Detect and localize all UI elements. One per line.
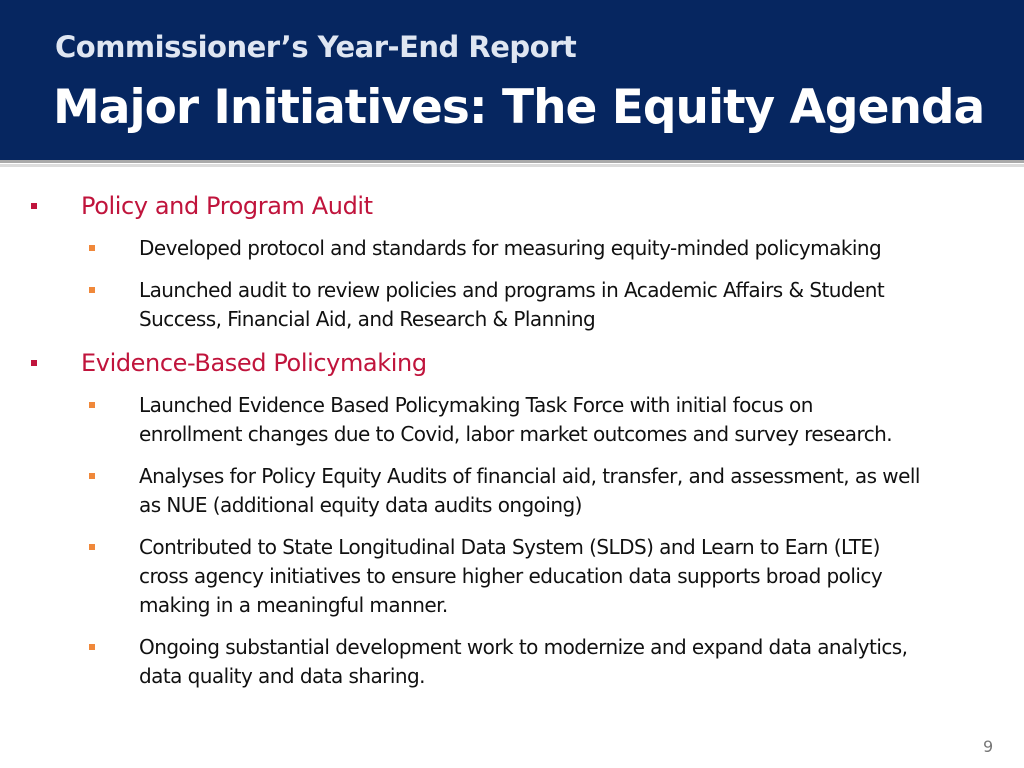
- list-item-text: making in a meaningful manner.: [139, 593, 448, 617]
- square-bullet-icon: [89, 245, 95, 251]
- slide-subtitle: Commissioner’s Year-End Report: [55, 30, 577, 64]
- list-item: [0, 533, 999, 620]
- square-bullet-icon: [89, 473, 95, 479]
- square-bullet-icon: [89, 644, 95, 650]
- header-divider-light: [0, 164, 1024, 167]
- slide-content: [0, 190, 1024, 704]
- square-bullet-icon: [89, 287, 95, 293]
- list-item-text: Ongoing substantial development work to modernize and expand data analytics,: [139, 635, 908, 659]
- section-heading: [0, 190, 1024, 222]
- list-item-text: Developed protocol and standards for measuring equity-minded policymaking: [139, 236, 882, 260]
- list-item: [0, 391, 999, 449]
- square-bullet-icon: [31, 203, 37, 209]
- section-heading-text: Evidence-Based Policymaking: [81, 349, 427, 377]
- page-number: 9: [983, 737, 994, 756]
- slide-title: Major Initiatives: The Equity Agenda: [53, 80, 985, 135]
- list-item-text: enrollment changes due to Covid, labor market outcomes and survey research.: [139, 422, 893, 446]
- list-item: [0, 276, 999, 334]
- list-item-text: Launched Evidence Based Policymaking Task Force with initial focus on: [139, 393, 813, 417]
- header-divider: [0, 160, 1024, 163]
- list-item-text: cross agency initiatives to ensure higher education data supports broad policy: [139, 564, 883, 588]
- square-bullet-icon: [89, 544, 95, 550]
- list-item-text: Launched audit to review policies and programs in Academic Affairs & Student: [139, 278, 885, 302]
- list-item: [0, 633, 999, 691]
- list-item-text: Contributed to State Longitudinal Data System (SLDS) and Learn to Earn (LTE): [139, 535, 880, 559]
- list-item-text: as NUE (additional equity data audits ongoing): [139, 493, 582, 517]
- list-item-text: data quality and data sharing.: [139, 664, 425, 688]
- square-bullet-icon: [89, 402, 95, 408]
- list-item-text: Success, Financial Aid, and Research & Planning: [139, 307, 596, 331]
- section-heading-text: Policy and Program Audit: [81, 192, 373, 220]
- slide-header: [0, 0, 1024, 160]
- list-item-text: Analyses for Policy Equity Audits of financial aid, transfer, and assessment, as well: [139, 464, 920, 488]
- section-heading: [0, 347, 1024, 379]
- square-bullet-icon: [31, 360, 37, 366]
- list-item: [0, 462, 999, 520]
- list-item: [0, 234, 999, 263]
